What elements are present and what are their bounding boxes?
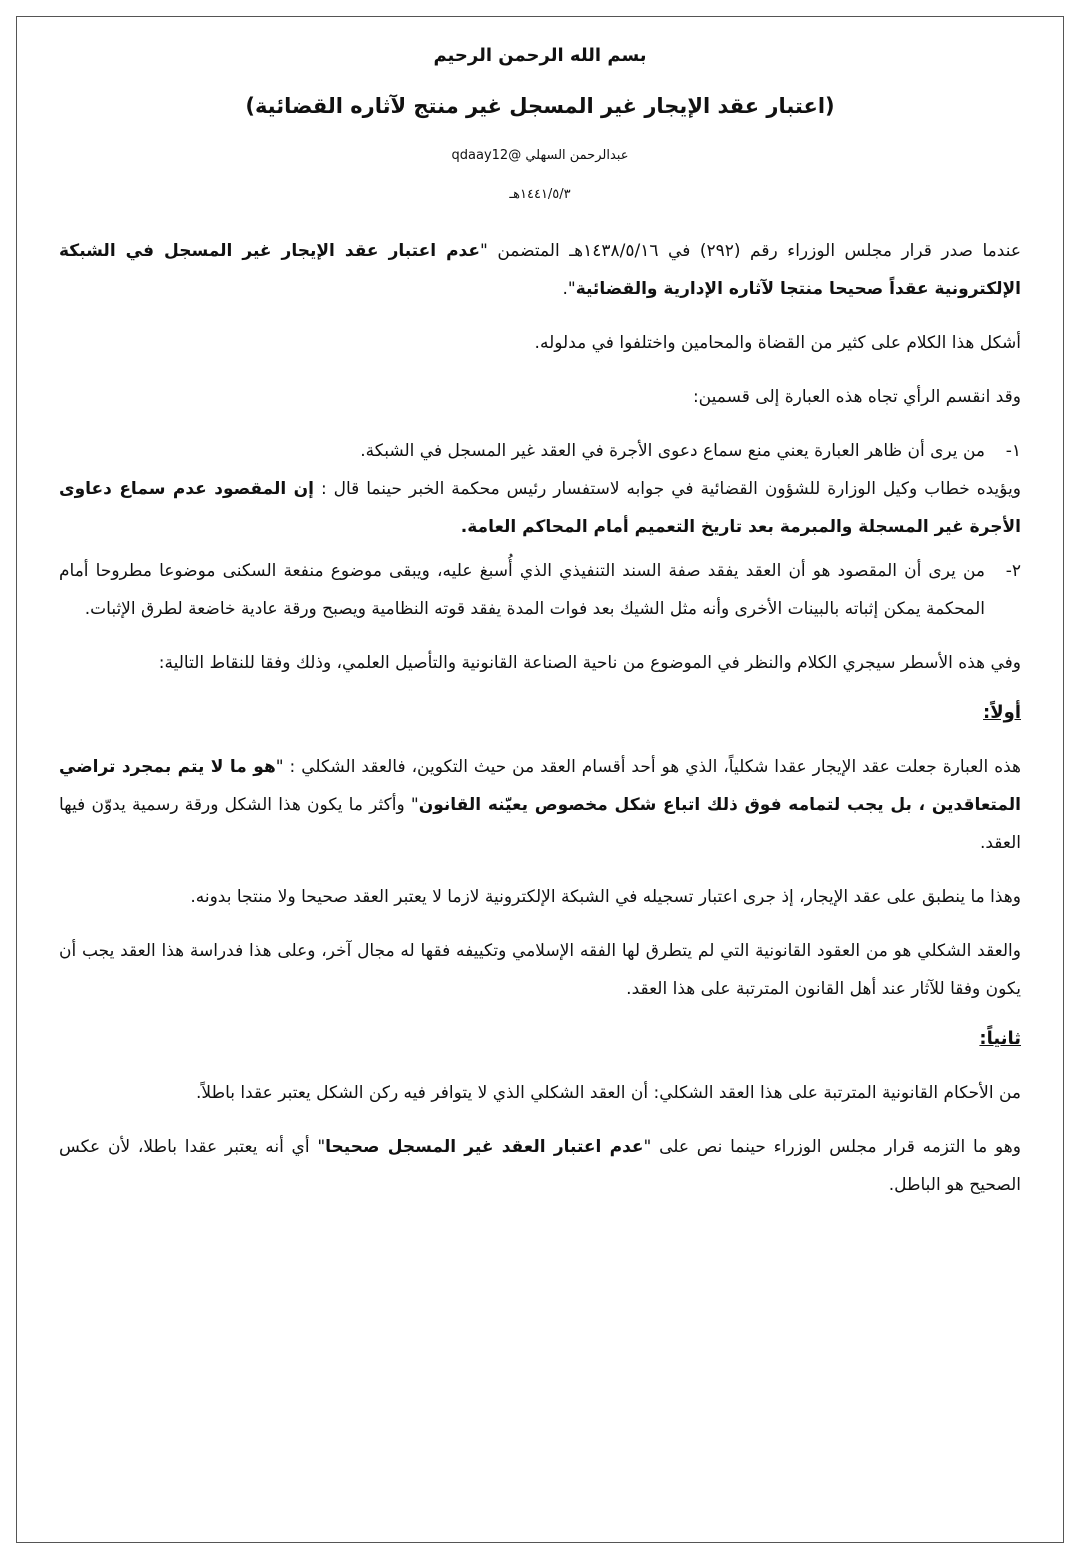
section2-paragraph-1: من الأحكام القانونية المترتبة على هذا العقد الشكلي: أن العقد الشكلي الذي لا يتوافر فيه ركن الشكل يعتبر عقدا باطلاً.: [196, 1083, 1021, 1103]
section-heading-first: أولاً:: [983, 702, 1021, 723]
document-title: (اعتبار عقد الإيجار غير المسجل غير منتج لآثاره القضائية): [245, 94, 835, 118]
intro-p1-end: ".: [562, 279, 576, 299]
section2-paragraph-2: [59, 1128, 1021, 1204]
document-date: ١٤٤١/٥/٣هـ: [509, 187, 571, 202]
opinion-number: ١-: [1005, 441, 1021, 461]
page-frame: [16, 16, 1064, 1543]
opinion-item-1: [59, 432, 1021, 470]
opinion-item-2: [59, 552, 1021, 628]
support-text: ويؤيده خطاب وكيل الوزارة للشؤون القضائية في جوابه لاستفسار رئيس محكمة الخبر حينما قال :: [314, 479, 1022, 499]
support-paragraph: [59, 470, 1021, 546]
support-bold: إن المقصود عدم سماع دعاوى الأجرة غير المسجلة والمبرمة بعد تاريخ التعميم أمام المحاكم العامة.: [59, 479, 1021, 537]
intro-p1-text: عندما صدر قرار مجلس الوزراء رقم (٢٩٢) في ١٤٣٨/٥/١٦هـ المتضمن ": [479, 241, 1021, 261]
points-intro-paragraph: وفي هذه الأسطر سيجري الكلام والنظر في الموضوع من ناحية الصناعة القانونية والتأصيل العلمي، وذلك وفقا للنقاط التالية:: [158, 653, 1021, 673]
section1-paragraph-1: [59, 748, 1021, 862]
section2-p2-end: " أي أنه يعتبر عقدا باطلا، لأن عكس الصحيح هو الباطل.: [59, 1137, 1021, 1195]
intro-paragraph-2: أشكل هذا الكلام على كثير من القضاة والمحامين واختلفوا في مدلوله.: [534, 333, 1021, 353]
document-body: [59, 45, 1021, 1220]
basmala: بسم الله الرحمن الرحيم: [433, 45, 647, 66]
section2-p2-bold: عدم اعتبار العقد غير المسجل صحيحا: [325, 1137, 644, 1157]
section1-p1-text: هذه العبارة جعلت عقد الإيجار عقدا شكلياً، الذي هو أحد أقسام العقد من حيث التكوين، فالعقد الشكلي : ": [275, 757, 1021, 777]
opinion-text: من يرى أن ظاهر العبارة يعني منع سماع دعوى الأجرة في العقد غير المسجل في الشبكة.: [360, 441, 985, 461]
opinion-number: ٢-: [1005, 561, 1021, 581]
section1-paragraph-3: والعقد الشكلي هو من العقود القانونية التي لم يتطرق لها الفقه الإسلامي وتكييفه فقها له مجال آخر، وعلى هذا فدراسة هذا العقد يجب أن يكون وفقا للآثار عند أهل القانون المترتبة على هذا العقد.: [59, 941, 1021, 999]
author-line: عبدالرحمن السهلي @qdaay12: [451, 148, 629, 163]
opinion-text: من يرى أن المقصود هو أن العقد يفقد صفة السند التنفيذي الذي أُسبغ عليه، ويبقى موضوع منفعة السكنى موضوعا مطروحا أمام المحكمة يمكن إثباته بالبينات الأخرى وأنه مثل الشيك بعد فوات المدة يفقد قوته النظامية ويصبح ورقة عادية خاضعة لطرق الإثبات.: [59, 561, 985, 619]
intro-paragraph-1: [59, 232, 1021, 308]
intro-p1-bold: عدم اعتبار عقد الإيجار غير المسجل في الشبكة الإلكترونية عقداً صحيحا منتجا لآثاره الإدارية والقضائية: [59, 241, 1021, 299]
section2-p2-text: وهو ما التزمه قرار مجلس الوزراء حينما نص على ": [643, 1137, 1021, 1157]
intro-paragraph-3: وقد انقسم الرأي تجاه هذه العبارة إلى قسمين:: [692, 387, 1021, 407]
section1-paragraph-2: وهذا ما ينطبق على عقد الإيجار، إذ جرى اعتبار تسجيله في الشبكة الإلكترونية لازما لا يعتبر العقد صحيحا ولا منتجا بدونه.: [190, 887, 1021, 907]
section-heading-second: ثانياً:: [979, 1028, 1021, 1049]
section1-p1-end: " وأكثر ما يكون هذا الشكل ورقة رسمية يدوّن فيها العقد.: [59, 795, 1021, 853]
section1-p1-bold: هو ما لا يتم بمجرد تراضي المتعاقدين ، بل يجب لتمامه فوق ذلك اتباع شكل مخصوص يعيّنه القانون: [59, 757, 1021, 815]
